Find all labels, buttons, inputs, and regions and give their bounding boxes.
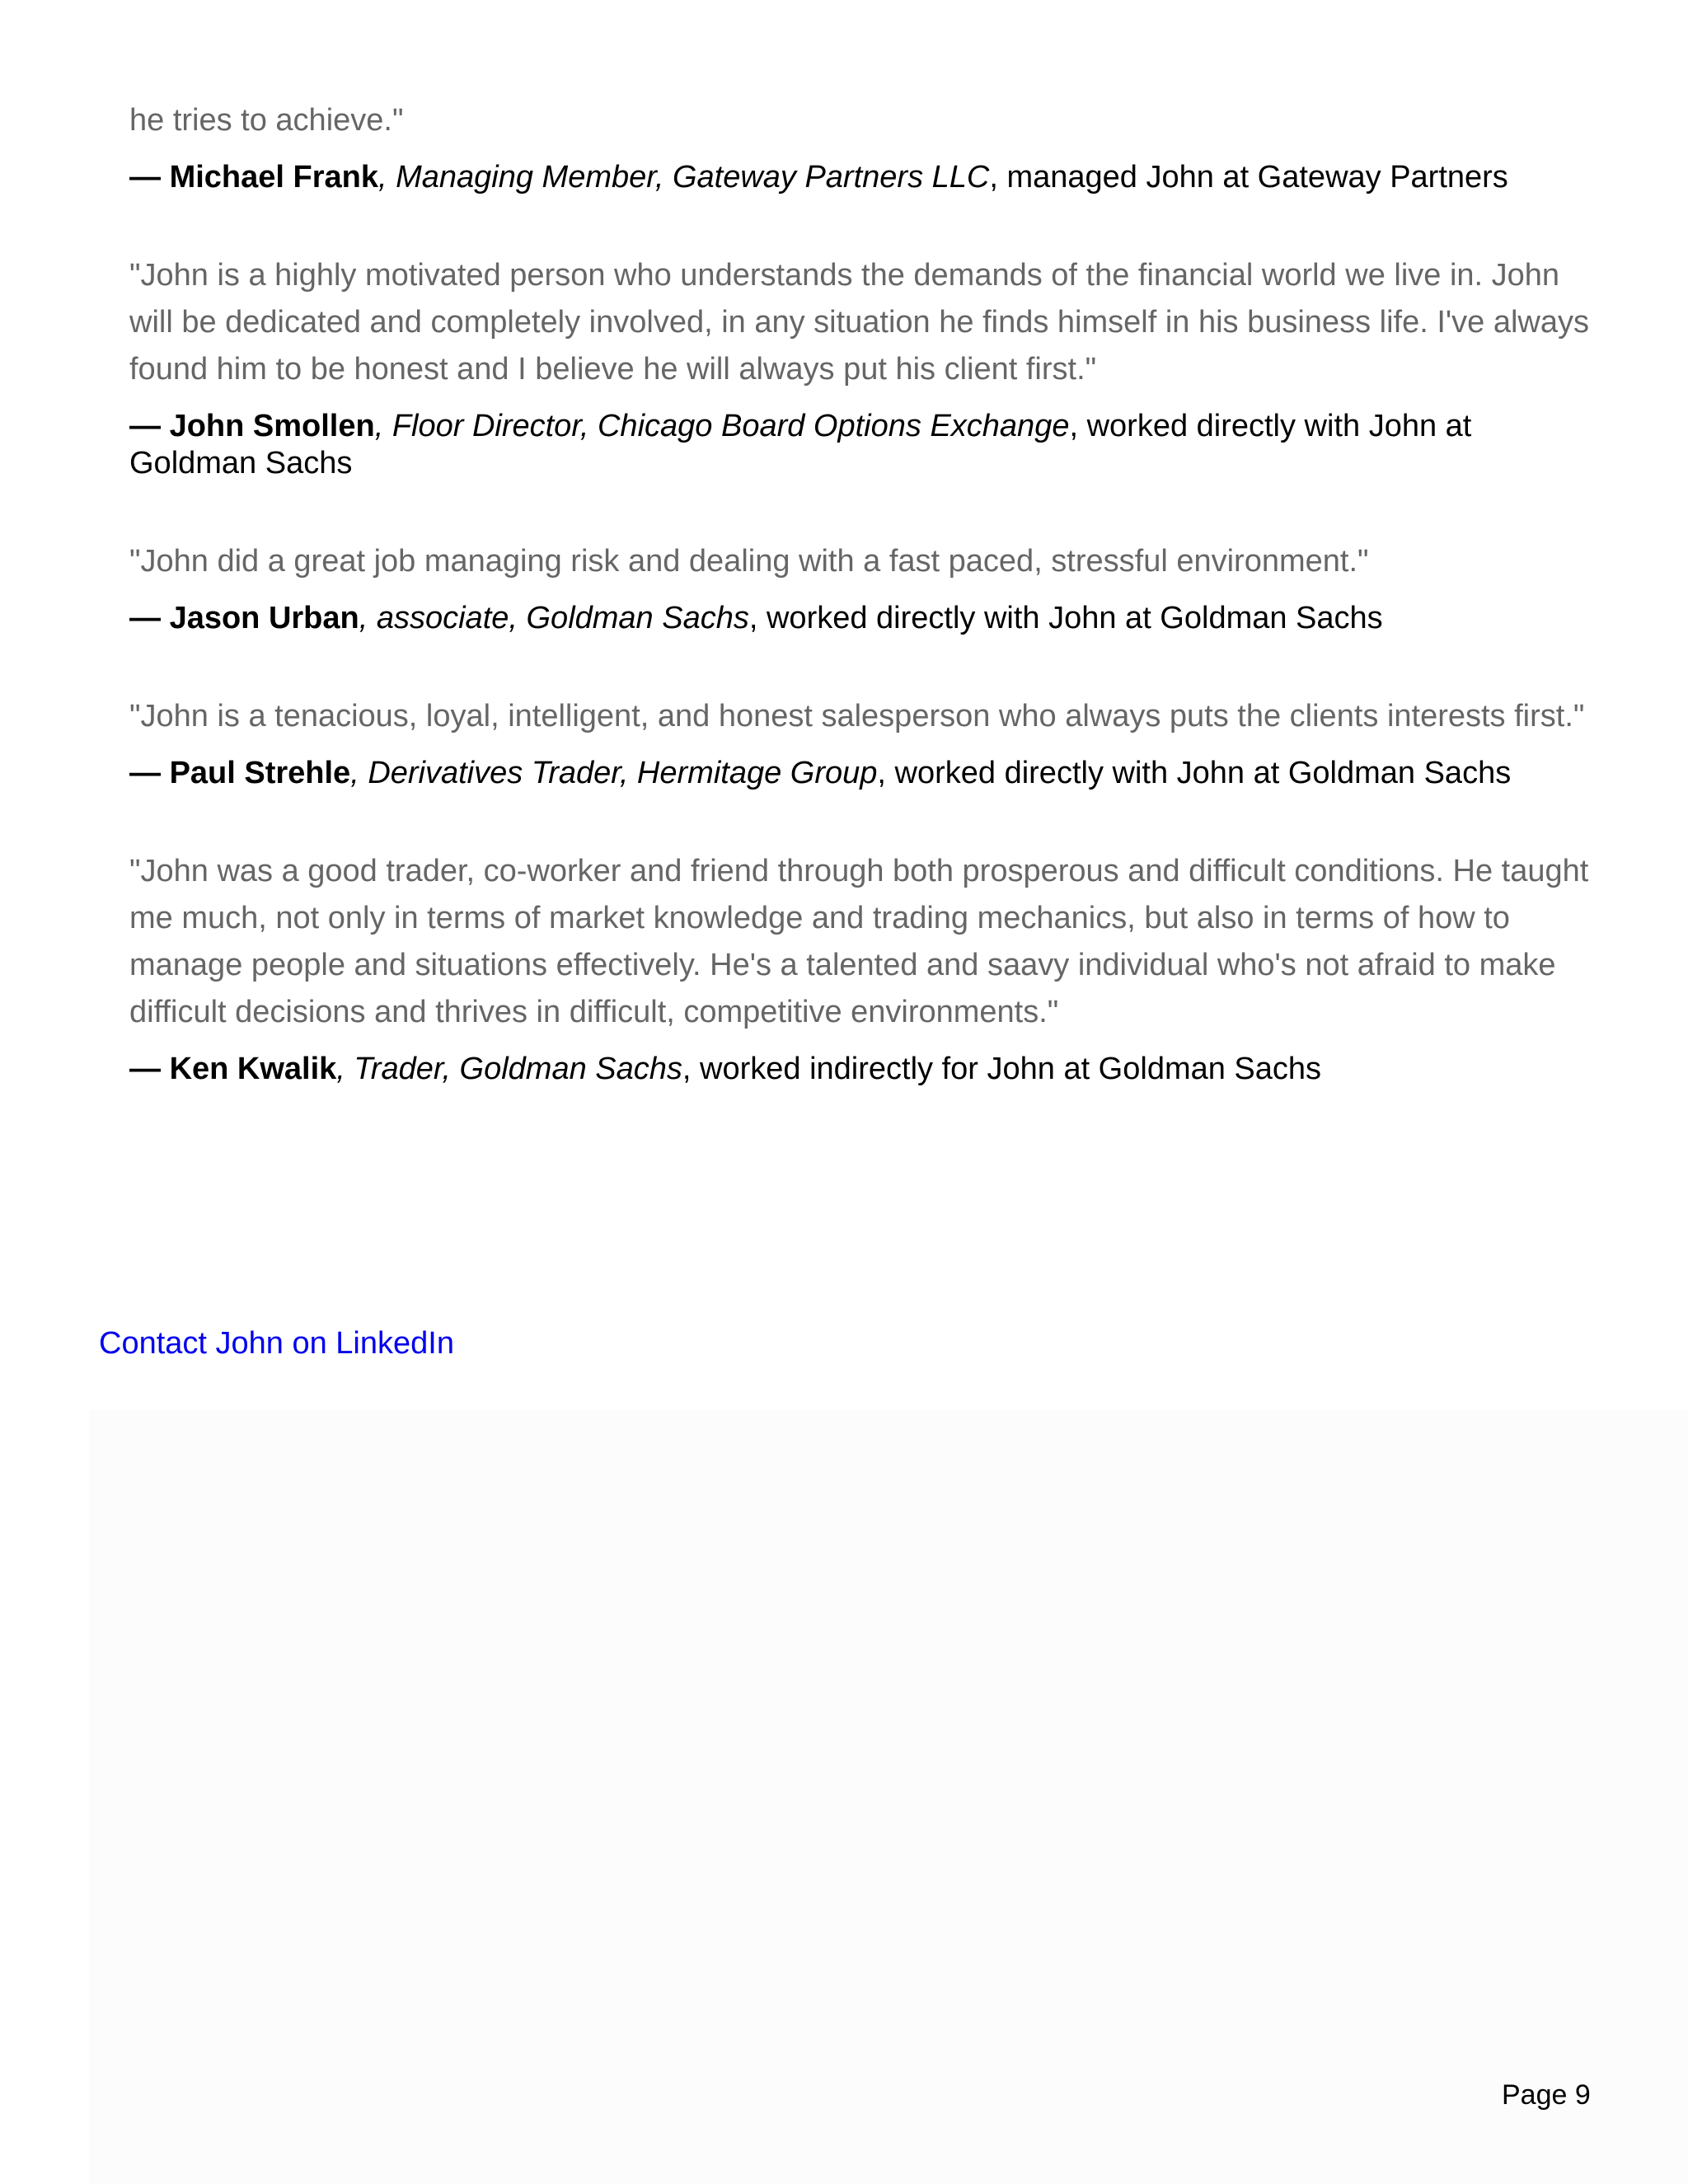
recommendation-entry — [129, 97, 1597, 196]
recommender-relation: , managed John at Gateway Partners — [989, 160, 1508, 194]
recommender-title: , associate, Goldman Sachs — [359, 601, 749, 635]
recommendation-entry — [129, 693, 1597, 792]
recommender-title: , Trader, Goldman Sachs — [336, 1052, 682, 1086]
recommendation-entry — [129, 538, 1597, 637]
recommender-relation: , worked directly with John at Goldman Sachs — [748, 601, 1383, 635]
recommender-dash: — — [129, 1052, 170, 1086]
recommendation-entry — [129, 848, 1597, 1088]
recommendation-entry — [129, 252, 1597, 482]
recommendation-attribution — [129, 1051, 1597, 1088]
contact-linkedin-link[interactable]: Contact John on LinkedIn — [99, 1326, 454, 1361]
recommender-dash: — — [129, 756, 170, 790]
recommendation-attribution — [129, 755, 1597, 792]
recommendation-quote: "John is a highly motivated person who understands the demands of the financial world we live in. John will be dedicated and completely involved, in any situation he finds himself in his business life. I've always found him to be honest and I believe he will always put his client first." — [129, 258, 1589, 387]
recommendation-quote: "John is a tenacious, loyal, intelligent, and honest salesperson who always puts the clients interests first." — [129, 699, 1585, 733]
recommendation-attribution — [129, 159, 1597, 196]
recommendation-attribution — [129, 600, 1597, 637]
recommender-name: Michael Frank — [169, 160, 378, 194]
recommendation-quote: "John did a great job managing risk and dealing with a fast paced, stressful environment." — [129, 544, 1369, 579]
recommendation-quote: he tries to achieve." — [129, 103, 404, 138]
page-number: Page 9 — [1502, 2079, 1591, 2111]
recommendation-attribution — [129, 408, 1597, 482]
recommender-relation: , worked indirectly for John at Goldman Sachs — [682, 1052, 1322, 1086]
recommender-relation: , worked directly with John at Goldman Sachs — [877, 756, 1512, 790]
recommender-dash: — — [129, 601, 170, 635]
recommender-name: Jason Urban — [169, 601, 359, 635]
recommender-dash: — — [129, 160, 170, 194]
recommender-relation: , worked directly with John at Goldman Sachs — [129, 409, 1472, 480]
recommendations-list — [129, 97, 1597, 1144]
recommender-title: , Managing Member, Gateway Partners LLC — [377, 160, 990, 194]
recommender-title: , Derivatives Trader, Hermitage Group — [350, 756, 878, 790]
recommendation-quote: "John was a good trader, co-worker and friend through both prosperous and difficult conditions. He taught me much, not only in terms of market knowledge and trading mechanics, but also in terms of how to manage people and situations effectively. He's a talented and saavy individual who's not afraid to make difficult decisions and thrives in difficult, competitive environments." — [129, 854, 1589, 1029]
recommender-dash: — — [129, 409, 170, 443]
page-shade — [89, 1409, 1688, 2184]
recommender-name: Paul Strehle — [169, 756, 351, 790]
recommender-title: , Floor Director, Chicago Board Options Exchange — [374, 409, 1070, 443]
recommender-name: John Smollen — [169, 409, 375, 443]
recommender-name: Ken Kwalik — [169, 1052, 337, 1086]
